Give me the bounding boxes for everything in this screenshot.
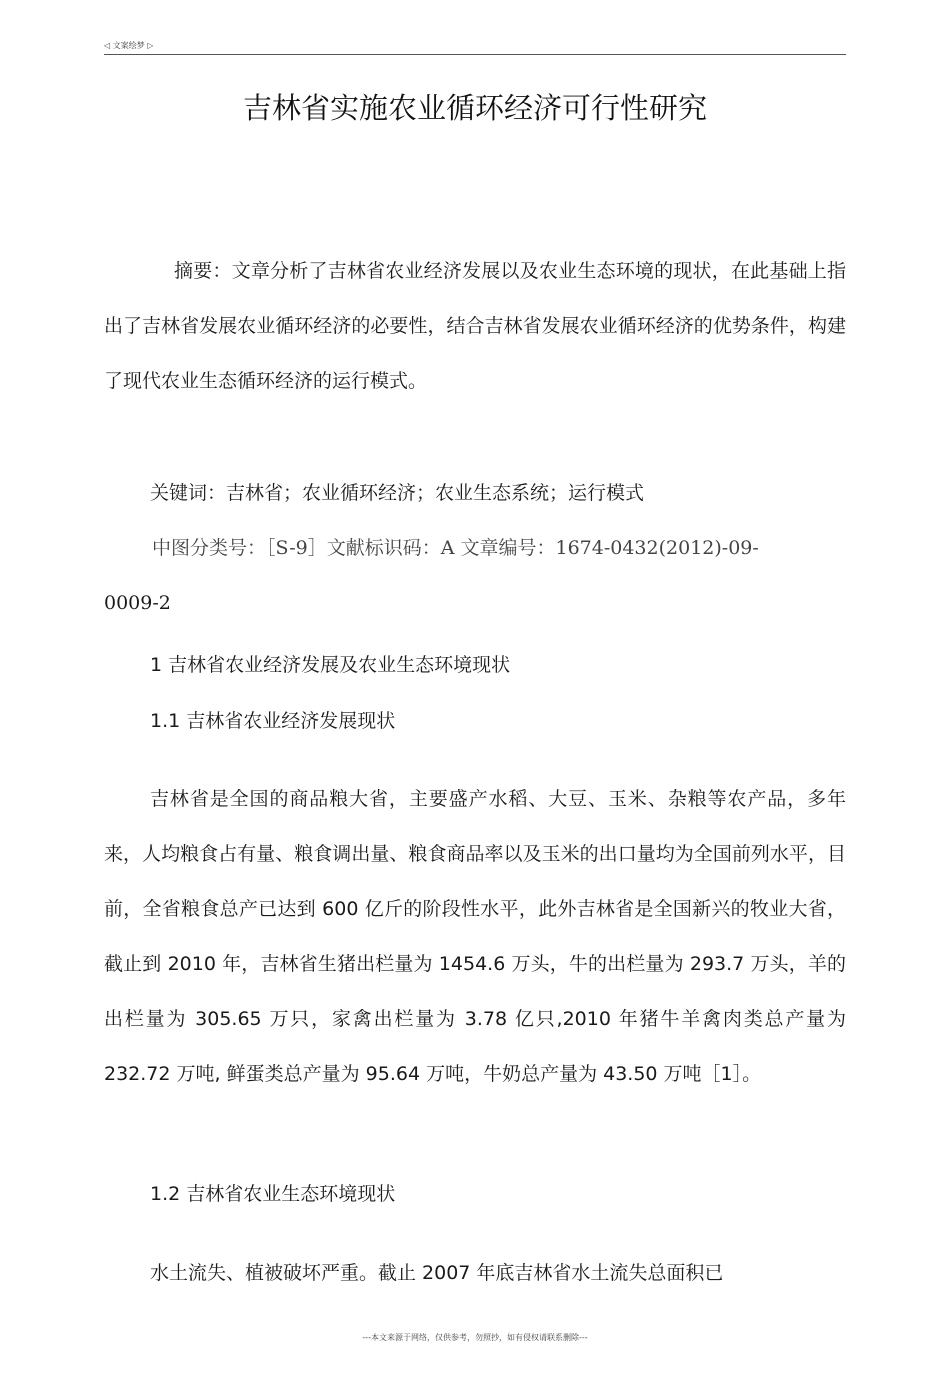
page-header bbox=[104, 40, 846, 55]
keywords-line: 关键词：吉林省；农业循环经济；农业生态系统；运行模式 bbox=[150, 482, 645, 504]
subsection-heading-1-2: 1.2 吉林省农业生态环境现状 bbox=[150, 1183, 396, 1205]
body-paragraph-1-1: 吉林省是全国的商品粮大省，主要盛产水稻、大豆、玉米、杂粮等农产品，多年来，人均粮食占有量、粮食调出量、粮食商品率以及玉米的出口量均为全国前列水平，目前，全省粮食总产已达到 600 亿斤的阶段性水平，此外吉林省是全国新兴的牧业大省，截止到 2010 年，吉林省生猪出栏量为 1454.6 万头，牛的出栏量为 293.7 万头，羊的出栏量为 305.65 万只，家禽出栏量为 3.78 亿只,2010 年猪牛羊禽肉类总产量为 232.72 万吨, 鲜蛋类总产量为 95.64 万吨，牛奶总产量为 43.50 万吨［1］。 bbox=[104, 788, 846, 1085]
body-paragraph-1-2: 水土流失、植被破坏严重。截止 2007 年底吉林省水土流失总面积已 bbox=[150, 1262, 724, 1284]
subsection-heading-1-1: 1.1 吉林省农业经济发展现状 bbox=[150, 710, 396, 732]
classification-line-1: 中图分类号：［S-9］文献标识码：A 文章编号：1674-0432(2012)-09- bbox=[152, 537, 759, 559]
classification-line-2: 0009-2 bbox=[104, 592, 171, 614]
page-footer: ---本文来源于网络，仅供参考，勿照抄，如有侵权请联系删除--- bbox=[362, 1333, 588, 1342]
section-heading: 1 吉林省农业经济发展及农业生态环境现状 bbox=[150, 654, 511, 676]
abstract-paragraph: 摘要：文章分析了吉林省农业经济发展以及农业生态环境的现状，在此基础上指出了吉林省发展农业循环经济的必要性，结合吉林省发展农业循环经济的优势条件，构建了现代农业生态循环经济的运行模式。 bbox=[104, 260, 846, 392]
document-title: 吉林省实施农业循环经济可行性研究 bbox=[242, 91, 707, 125]
header-label: ◁ 文案绘梦 ▷ bbox=[104, 41, 154, 50]
